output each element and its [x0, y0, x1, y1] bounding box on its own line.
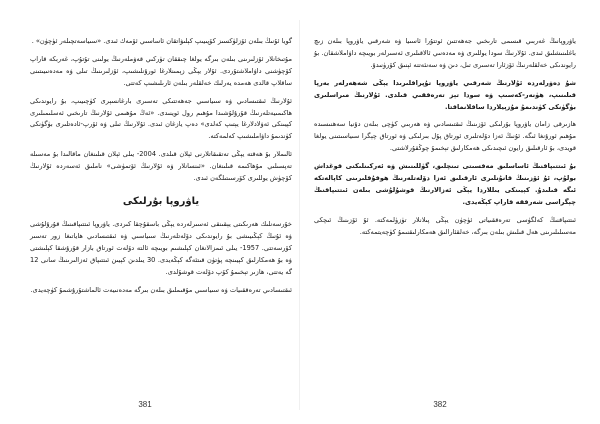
page-gutter: [299, 20, 300, 410]
right-paragraph-1: ياۋروپانىڭ غەربىي قىسمى تارىخىي جەھەتتىن ئوتتۇرا ئاسىيا ۋە شەرقىي ياۋروپا بىلەن زىچ باغلىنىشلىق ئىدى. ئۇلارنىڭ سودا يوللىرى ۋە مەدەنىي ئالاقىلىرى ئەسىرلەر بويىچە داۋاملاشقان. بۇ رايوندىكى خەلقلەرنىڭ ئۆزئارا تەسىرى تىل، دىن ۋە سەنئەتتە ئېنىق كۆرۈنىدۇ.: [314, 37, 576, 69]
right-paragraph-3: ھازىرقى زامان ياۋروپا بۇرلىكى ئۆزىنىڭ ئىقتىسادىي ۋە ھەربىي كۈچى بىلەن دۇنيا سەھنىسىدە مۇھىم ئورۇنغا ئىگە. ئۇنىڭ ئەزا دۆلەتلىرى ئورتاق پۇل بىرلىكى ۋە ئورتاق چېگرا سىياسىتىنى يولغا قويدى، بۇ ئارقىلىق رايون ئىچىدىكى ھەمكارلىق تېخىمۇ چوڭقۇرلاشتى.: [314, 120, 576, 153]
right-paragraph-2: شۇ دەۋرلەردە ئۇلارنىڭ شەرقىي ياۋروپا تۇپراقلىرىدا يېڭى شەھەرلەر بەرپا قىلىنىپ، ھۈنەر-كەسىپ ۋە سودا تېز تەرەققىي قىلدى. ئۇلارنىڭ مىراسلىرى بۈگۈنكى كۈندىمۇ مۇزېيلاردا ساقلانماقتا.: [314, 78, 576, 111]
right-page: [314, 36, 576, 396]
left-paragraph-1: گويا ئۇنىڭ بىلەن ئۆزلۈكسىز كۆپىيىپ كېلىۋاتقان ئاساسىي ئۆمەك ئىدى. «سىياسەتچىلەر ئۈچۈن» .: [31, 37, 292, 45]
page-number-right: 382: [433, 400, 447, 409]
left-paragraph-2: مۇتىخانلار ئۆزلىرىنى بىلەن بىرگە يولغا چىققان تۈركىي قەۋملەرنىڭ يولىنى تۇتۇپ، غەربكە قاراپ كۆچۈشنى داۋاملاشتۇردى. ئۇلار يېڭى زېمىنلارغا ئورۇنلىشىپ، ئۆزلىرىنىڭ تىلى ۋە مەدەنىيىتىنى ساقلاپ قالدى ھەمدە يەرلىك خەلقلەر بىلەن ئارىلىشىپ كەتتى.: [30, 54, 292, 87]
left-paragraph-4: ئالىملار بۇ ھەقتە يېڭى تەتقىقاتلارنى ئېلان قىلدى. 2004- يىلى ئېلان قىلىنغان ماقالىدا بۇ مەسىلە تەپسىلىي مۇھاكىمە قىلىنغان. «ئىنسانلار ۋە ئۇلارنىڭ ئۆتمۈشى» ناملىق ئەسەردە ئۇلارنىڭ كۆچۈش يوللىرى كۆرسىتىلگەن ئىدى.: [30, 150, 292, 183]
left-page: [30, 36, 292, 396]
page-number-left: 381: [138, 400, 152, 409]
section-heading: ياۋروپا بۇرلىكى: [122, 195, 200, 207]
right-paragraph-5: ئىتتىپاقنىڭ كەلگۈسى تەرەققىياتى ئۈچۈن يېڭى پىلانلار تۈزۈلمەكتە. ئۇ ئۆزىنىڭ ئىچكى مەسىلىلىرىنى ھەل قىلىش بىلەن بىرگە، خەلقئارالىق ھەمكارلىقنىمۇ كۈچەيتمەكتە.: [314, 215, 576, 236]
left-paragraph-3: ئۇلارنىڭ ئىقتىسادىي ۋە سىياسىي جەھەتتىكى تەسىرى بارغانسېرى كۈچىيىپ، بۇ رايوندىكى ھاكىمىيەتلەرنىڭ قۇرۇلۇشىدا مۇھىم رول ئوينىدى. «ئەڭ مۇھىمى ئۇلارنىڭ تارىخىي ئەسلىمىلىرى كېيىنكى ئەۋلادلارغا يېتىپ كەلدى» دەپ يازغان ئىدى. ئۇلارنىڭ تىلى ۋە ئۆرپ-ئادەتلىرى بۈگۈنكى كۈندىمۇ داۋاملىشىپ كەلمەكتە.: [30, 96, 292, 141]
left-paragraph-6: ئىقتىسادىي تەرەققىيات ۋە سىياسىي مۇقىملىق بىلەن بىرگە مەدەنىيەت ئالماشتۇرۇشمۇ كۈچەيدى.: [30, 285, 292, 294]
left-paragraph-5: خۇرسەنلىك ھەرىكىتى يېقىنقى ئەسىرلەردە يېڭى باسقۇچقا كىردى. ياۋروپا ئىتتىپاقىنىڭ قۇرۇلۇشى ۋە ئۇنىڭ كېڭىيىشى بۇ رايوندىكى دۆلەتلەرنىڭ سىياسىي ۋە ئىقتىسادىي ھاياتىغا زور تەسىر كۆرسەتتى. 1957- يىلى ئىمزالانغان كېلىشىم بويىچە ئالتە دۆلەت ئورتاق بازار قۇرۇشقا كېلىشتى ۋە بۇ ھەمكارلىق كېيىنچە پۈتۈن قىتئەگە كېڭەيدى. 30 يىلدىن كېيىن ئىتتىپاق ئەزالىرىنىڭ سانى 12 گە يەتتى، ھازىر تېخىمۇ كۆپ دۆلەت قوشۇلدى.: [30, 219, 292, 276]
right-paragraph-4: بۇ ئىتتىپاقنىڭ ئاساسلىق مەقسىتى تىنچلىق، گۈللىنىش ۋە ئەركىنلىكنى قوغداش بولۇپ، ئۇ ئۆزىنىڭ قانۇنلىرى ئارقىلىق ئەزا دۆلەتلەرنىڭ ھوقۇقلىرىنى كاپالەتكە ئىگە قىلىدۇ. كېيىنكى يىللاردا يېڭى ئەزالارنىڭ قوشۇلۇشى بىلەن ئىتتىپاقنىڭ چېگراسى شەرققە قاراپ كېڭەيدى.: [314, 162, 576, 206]
